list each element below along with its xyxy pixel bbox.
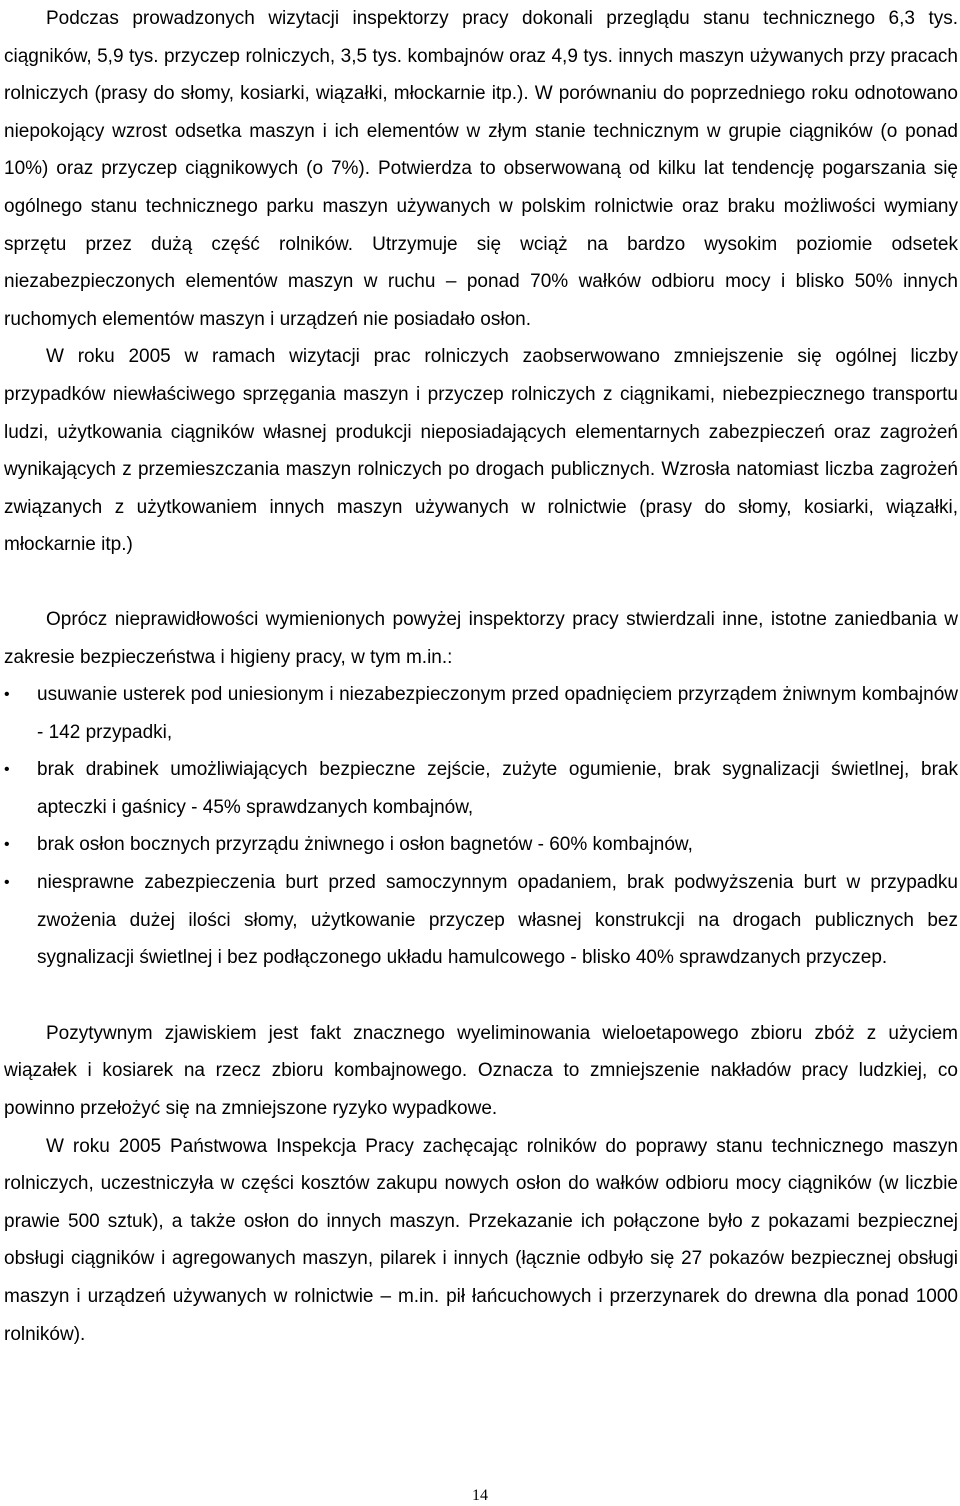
bullet-icon: • xyxy=(4,836,10,854)
list-item xyxy=(4,751,958,826)
paragraph-positive-trend: Pozytywnym zjawiskiem jest fakt znacznego wyeliminowania wieloetapowego zbioru zbóż z użyciem wiązałek i kosiarek na rzecz zbioru kombajnowego. Oznacza to zmniejszenie nakładów pracy ludzkiej, co powinno przełożyć się na zmniejszone ryzyko wypadkowe. xyxy=(4,1022,958,1120)
list-item xyxy=(4,864,958,977)
list-item-text: niesprawne zabezpieczenia burt przed samoczynnym opadaniem, brak podwyższenia burt w przypadku zwożenia dużej ilości słomy, użytkowanie przyczep własnej konstrukcji na drogach publicznych bez sygnalizacji świetlnej i bez podłączonego układu hamulcowego - blisko 40% sprawdzanych przyczep. xyxy=(37,872,958,969)
bullet-icon: • xyxy=(4,686,10,704)
bullet-icon: • xyxy=(4,874,10,892)
paragraph-pip-initiative: W roku 2005 Państwowa Inspekcja Pracy zachęcając rolników do poprawy stanu technicznego maszyn rolniczych, uczestniczyła w części kosztów zakupu nowych osłon do wałków odbioru mocy ciągników (w liczbie prawie 500 sztuk), a także osłon do innych maszyn. Przekazanie ich połączone było z pokazami bezpiecznej obsługi ciągników i agregowanych maszyn, pilarek i innych (łącznie odbyło się 27 pokazów bezpiecznej obsługi maszyn i urządzeń używanych w rolnictwie – m.in. pił łańcuchowych i przerzynarek do drewna dla ponad 1000 rolników). xyxy=(4,1135,958,1345)
page-number: 14 xyxy=(472,1487,488,1504)
paragraph-2005-observations: W roku 2005 w ramach wizytacji prac rolniczych zaobserwowano zmniejszenie się ogólnej liczby przypadków niewłaściwego sprzęgania maszyn i przyczep rolniczych z ciągnikami, niebezpiecznego transportu ludzi, użytkowania ciągników własnej produkcji nieposiadających elementarnych zabezpieczeń oraz zagrożeń wynikających z przemieszczania maszyn rolniczych po drogach publicznych. Wzrosła natomiast liczba zagrożeń związanych z użytkowaniem innych maszyn używanych w rolnictwie (prasy do słomy, kosiarki, wiązałki, młockarnie itp.) xyxy=(4,346,958,556)
list-item xyxy=(4,826,958,864)
list-item xyxy=(4,676,958,751)
list-item-text: brak drabinek umożliwiających bezpieczne zejście, zużyte ogumienie, brak sygnalizacji świetlnej, brak apteczki i gaśnicy - 45% sprawdzanych kombajnów, xyxy=(37,759,958,818)
list-item-text: usuwanie usterek pod uniesionym i niezabezpieczonym przed opadnięciem przyrządem żniwnym kombajnów - 142 przypadki, xyxy=(37,684,958,743)
irregularities-list xyxy=(4,676,958,977)
document-page xyxy=(4,0,958,1353)
list-item-text: brak osłon bocznych przyrządu żniwnego i osłon bagnetów - 60% kombajnów, xyxy=(37,834,693,856)
paragraph-inspection-results: Podczas prowadzonych wizytacji inspektorzy pracy dokonali przeglądu stanu technicznego 6,3 tys. ciągników, 5,9 tys. przyczep rolniczych, 3,5 tys. kombajnów oraz 4,9 tys. innych maszyn używanych przy pracach rolniczych (prasy do słomy, kosiarki, wiązałki, młockarnie itp.). W porównaniu do poprzedniego roku odnotowano niepokojący wzrost odsetka maszyn i ich elementów w złym stanie technicznym w grupie ciągników (o ponad 10%) oraz przyczep ciągnikowych (o 7%). Potwierdza to obserwowaną od kilku lat tendencję pogarszania się ogólnego stanu technicznego parku maszyn używanych w polskim rolnictwie oraz braku możliwości wymiany sprzętu przez dużą część rolników. Utrzymuje się wciąż na bardzo wysokim poziomie odsetek niezabezpieczonych elementów maszyn w ruchu – ponad 70% wałków odbioru mocy i blisko 50% innych ruchomych elementów maszyn i urządzeń nie posiadało osłon. xyxy=(4,8,958,330)
paragraph-other-irregularities: Oprócz nieprawidłowości wymienionych powyżej inspektorzy pracy stwierdzali inne, istotne zaniedbania w zakresie bezpieczeństwa i higieny pracy, w tym m.in.: xyxy=(4,608,958,668)
bullet-icon: • xyxy=(4,761,10,779)
